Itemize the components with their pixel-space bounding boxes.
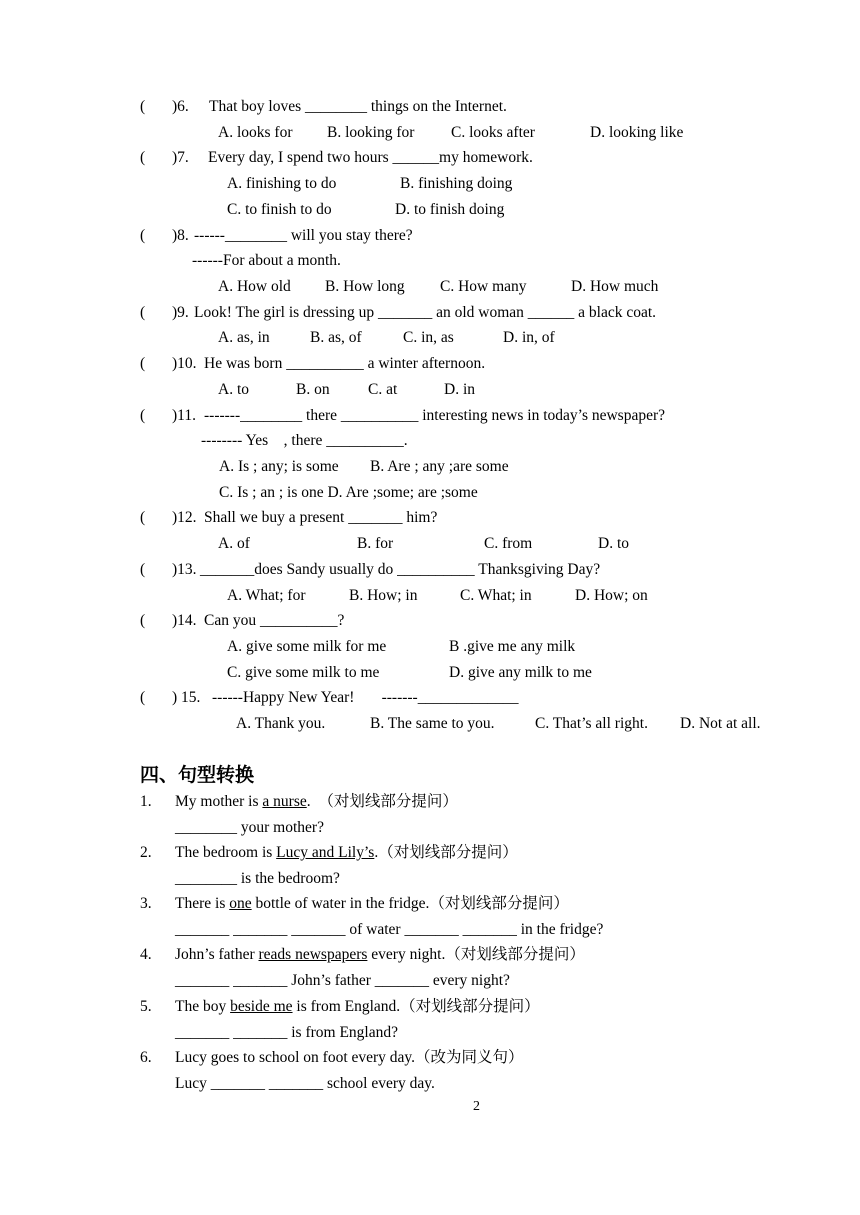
question-stem: ------Happy New Year! -------_____________ — [212, 689, 519, 706]
option-d: D. looking like — [590, 124, 684, 141]
option-b: B. as, of — [310, 329, 362, 346]
item-number: 6. — [140, 1049, 152, 1066]
option-d: D. in — [444, 381, 475, 398]
option-c: C. How many — [440, 278, 527, 295]
transform-sentence: Lucy goes to school on foot every day.（改为同义句） — [175, 1049, 524, 1066]
question-number: )12. — [172, 509, 197, 526]
option-a: A. What; for — [227, 587, 306, 604]
transform-answer: ________ is the bedroom? — [175, 870, 340, 887]
question-stem: Look! The girl is dressing up _______ an old woman ______ a black coat. — [194, 304, 657, 321]
question-paren: ( — [140, 509, 146, 526]
question-paren: ( — [140, 227, 146, 244]
question-number: )11. — [172, 407, 196, 424]
question-stem: Can you __________? — [204, 612, 345, 629]
option-c: C. That’s all right. — [535, 715, 648, 732]
option-d: D. Not at all. — [680, 715, 761, 732]
question-paren: ( — [140, 98, 146, 115]
question-reply: ------For about a month. — [192, 252, 341, 269]
question-number: )6. — [172, 98, 189, 115]
item-number: 5. — [140, 998, 152, 1015]
page-number: 2 — [473, 1099, 480, 1114]
option-a: A. looks for — [218, 124, 293, 141]
question-number: )10. — [172, 355, 197, 372]
option-d: D. give any milk to me — [449, 664, 592, 681]
option-b: B. for — [357, 535, 394, 552]
item-number: 1. — [140, 793, 152, 810]
underlined-part: Lucy and Lily’s — [276, 844, 375, 861]
option-a: A. of — [218, 535, 250, 552]
question-paren: ( — [140, 355, 146, 372]
underlined-part: reads newspapers — [258, 946, 368, 963]
option-a: A. How old — [218, 278, 291, 295]
question-stem: -------________ there __________ interesting news in today’s newspaper? — [204, 407, 666, 424]
option-d: D. How much — [571, 278, 659, 295]
question-stem: Every day, I spend two hours ______my homework. — [208, 149, 533, 166]
section-title: 四、句型转换 — [140, 764, 255, 786]
option-d: D. to finish doing — [395, 201, 505, 218]
option-a: A. Thank you. — [236, 715, 326, 732]
underlined-part: a nurse — [262, 793, 307, 810]
option-cd: C. Is ; an ; is one D. Are ;some; are ;some — [219, 484, 478, 501]
question-number: )14. — [172, 612, 197, 629]
question-number: )13. — [172, 561, 197, 578]
transform-sentence: John’s father reads newspapers every night.（对划线部分提问） — [175, 946, 585, 963]
item-number: 4. — [140, 946, 152, 963]
option-d: D. in, of — [503, 329, 555, 346]
option-a: A. finishing to do — [227, 175, 337, 192]
transform-sentence: The bedroom is Lucy and Lily’s.（对划线部分提问） — [175, 844, 518, 861]
transform-answer: _______ _______ _______ of water _______ _______ in the fridge? — [175, 921, 604, 938]
question-paren: ( — [140, 689, 146, 706]
option-a: A. give some milk for me — [227, 638, 387, 655]
question-stem: ------________ will you stay there? — [194, 227, 413, 244]
option-b: B. How long — [325, 278, 405, 295]
question-stem: He was born __________ a winter afternoon. — [204, 355, 486, 372]
underlined-part: beside me — [230, 998, 293, 1015]
option-c: C. from — [484, 535, 533, 552]
transform-sentence: My mother is a nurse. （对划线部分提问） — [175, 793, 458, 810]
transform-answer: ________ your mother? — [175, 819, 324, 836]
item-number: 2. — [140, 844, 152, 861]
option-d: D. to — [598, 535, 629, 552]
question-paren: ( — [140, 304, 146, 321]
transform-answer: Lucy _______ _______ school every day. — [175, 1075, 435, 1092]
question-paren: ( — [140, 149, 146, 166]
option-c: C. looks after — [451, 124, 535, 141]
question-stem: _______does Sandy usually do __________ Thanksgiving Day? — [200, 561, 601, 578]
option-b: B .give me any milk — [449, 638, 576, 655]
transform-answer: _______ _______ is from England? — [175, 1024, 399, 1041]
question-stem: That boy loves ________ things on the Internet. — [209, 98, 507, 115]
question-reply: -------- Yes , there __________. — [201, 432, 408, 449]
option-c: C. in, as — [403, 329, 454, 346]
option-c: C. to finish to do — [227, 201, 332, 218]
question-paren: ( — [140, 561, 146, 578]
option-ab: A. Is ; any; is some — [219, 458, 339, 475]
option-b: B. finishing doing — [400, 175, 513, 192]
option-a: A. as, in — [218, 329, 270, 346]
option-d: D. How; on — [575, 587, 648, 604]
transform-answer: _______ _______ John’s father _______ every night? — [175, 972, 510, 989]
transform-sentence: The boy beside me is from England.（对划线部分提问） — [175, 998, 540, 1015]
option-c: C. give some milk to me — [227, 664, 380, 681]
question-number: ) 15. — [172, 689, 201, 706]
question-number: )7. — [172, 149, 189, 166]
option-b: B. Are ; any ;are some — [370, 458, 509, 475]
transform-sentence: There is one bottle of water in the fridge.（对划线部分提问） — [175, 895, 569, 912]
option-c: C. What; in — [460, 587, 532, 604]
option-b: B. on — [296, 381, 330, 398]
option-b: B. The same to you. — [370, 715, 495, 732]
option-a: A. to — [218, 381, 249, 398]
question-paren: ( — [140, 407, 146, 424]
option-b: B. How; in — [349, 587, 418, 604]
question-number: )8. — [172, 227, 189, 244]
option-b: B. looking for — [327, 124, 415, 141]
question-stem: Shall we buy a present _______ him? — [204, 509, 438, 526]
underlined-part: one — [229, 895, 252, 912]
question-paren: ( — [140, 612, 146, 629]
item-number: 3. — [140, 895, 152, 912]
option-c: C. at — [368, 381, 398, 398]
question-number: )9. — [172, 304, 189, 321]
